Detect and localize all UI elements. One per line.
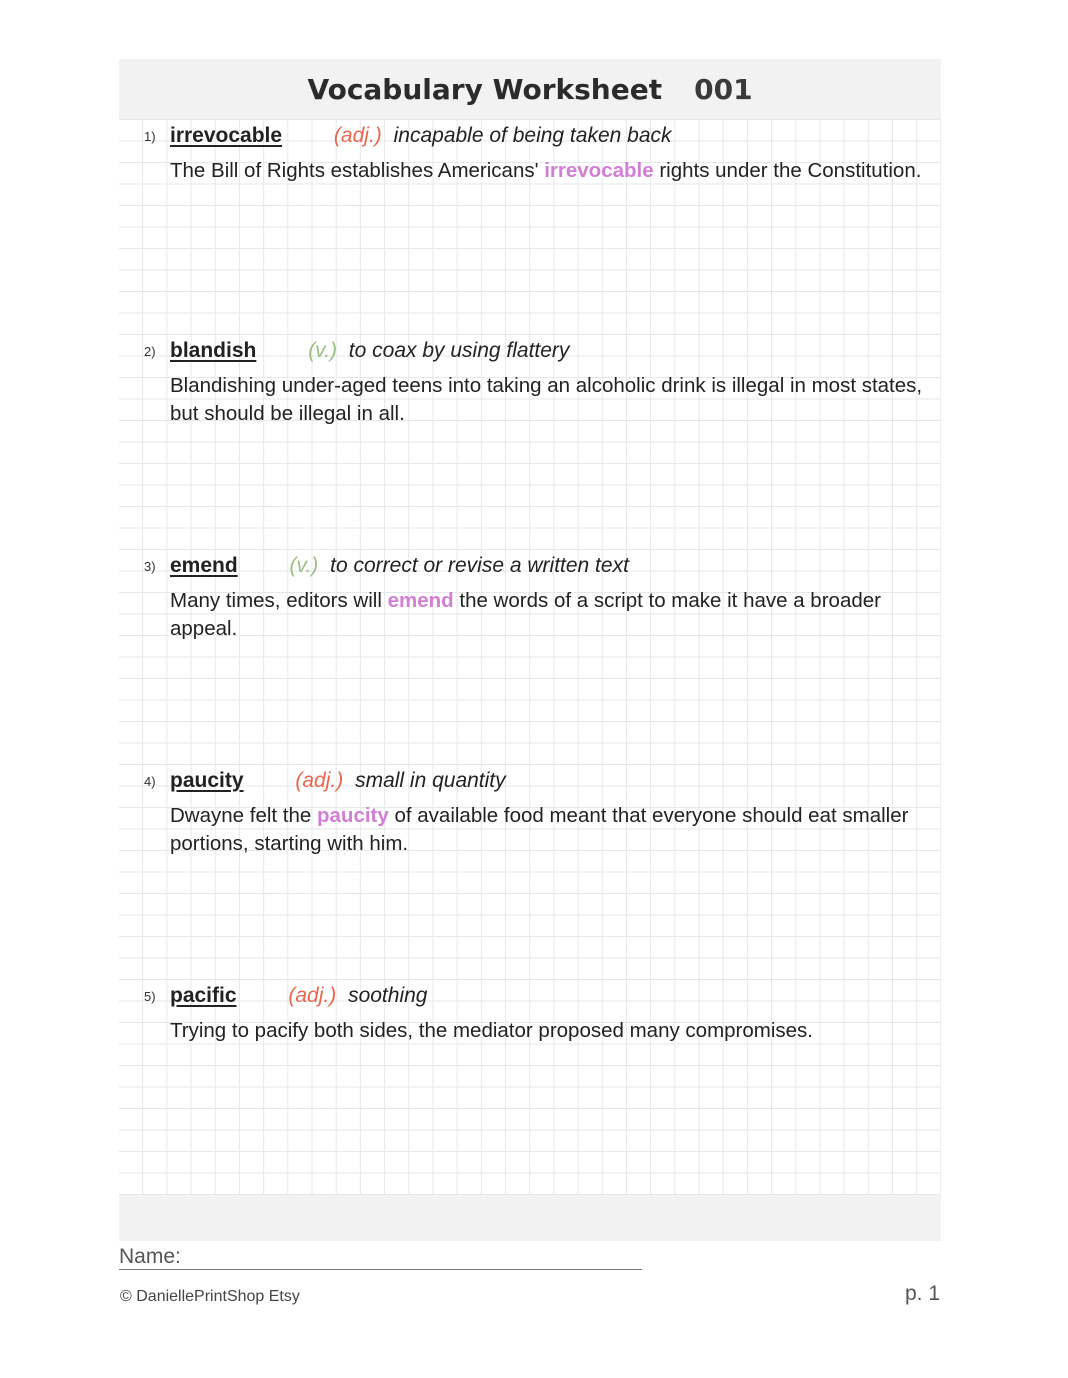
footer-bar: [119, 1195, 941, 1241]
example-sentence: Many times, editors will emend the words of a script to make it have a broader appeal.: [170, 589, 881, 640]
vocab-word: blandish: [170, 339, 257, 362]
part-of-speech: (adj.): [333, 124, 382, 147]
page-title: Vocabulary Worksheet: [307, 72, 663, 106]
example-sentence: Blandishing under-aged teens into taking an alcoholic drink is illegal in most states, but should be illegal in all.: [170, 374, 923, 425]
vocab-word: paucity: [170, 769, 244, 792]
example-sentence: Trying to pacify both sides, the mediator proposed many compromises.: [170, 1019, 814, 1042]
definition: small in quantity: [355, 769, 506, 792]
worksheet-number: 001: [694, 72, 753, 106]
definition: to correct or revise a written text: [330, 554, 629, 577]
entry-index: 4): [144, 774, 156, 789]
name-label: Name:: [119, 1245, 181, 1268]
entry-index: 5): [144, 989, 156, 1004]
highlighted-word: paucity: [317, 804, 389, 827]
part-of-speech: (v.): [308, 339, 337, 362]
vocab-word: emend: [170, 554, 238, 577]
definition: to coax by using flattery: [348, 339, 570, 362]
example-sentence: Dwayne felt the paucity of available food meant that everyone should eat smaller portions, starting with him.: [170, 804, 909, 855]
vocab-word: pacific: [170, 984, 237, 1007]
part-of-speech: (v.): [289, 554, 319, 577]
definition: incapable of being taken back: [393, 124, 672, 147]
entry-index: 1): [144, 129, 156, 144]
entry-index: 2): [144, 344, 156, 359]
example-sentence: The Bill of Rights establishes Americans' irrevocable rights under the Constitution.: [170, 159, 922, 182]
grid-area: [119, 119, 941, 1195]
vocab-word: irrevocable: [170, 124, 283, 147]
copyright-text: © DaniellePrintShop Etsy: [120, 1288, 300, 1305]
highlighted-word: irrevocable: [544, 159, 654, 182]
part-of-speech: (adj.): [288, 984, 337, 1007]
worksheet: [119, 59, 941, 1241]
worksheet-header: [119, 59, 941, 119]
part-of-speech: (adj.): [295, 769, 344, 792]
name-field[interactable]: [119, 1245, 642, 1270]
definition: soothing: [348, 984, 428, 1007]
entry-index: 3): [144, 559, 156, 574]
page-number: p. 1: [904, 1282, 940, 1305]
highlighted-word: emend: [387, 589, 454, 612]
